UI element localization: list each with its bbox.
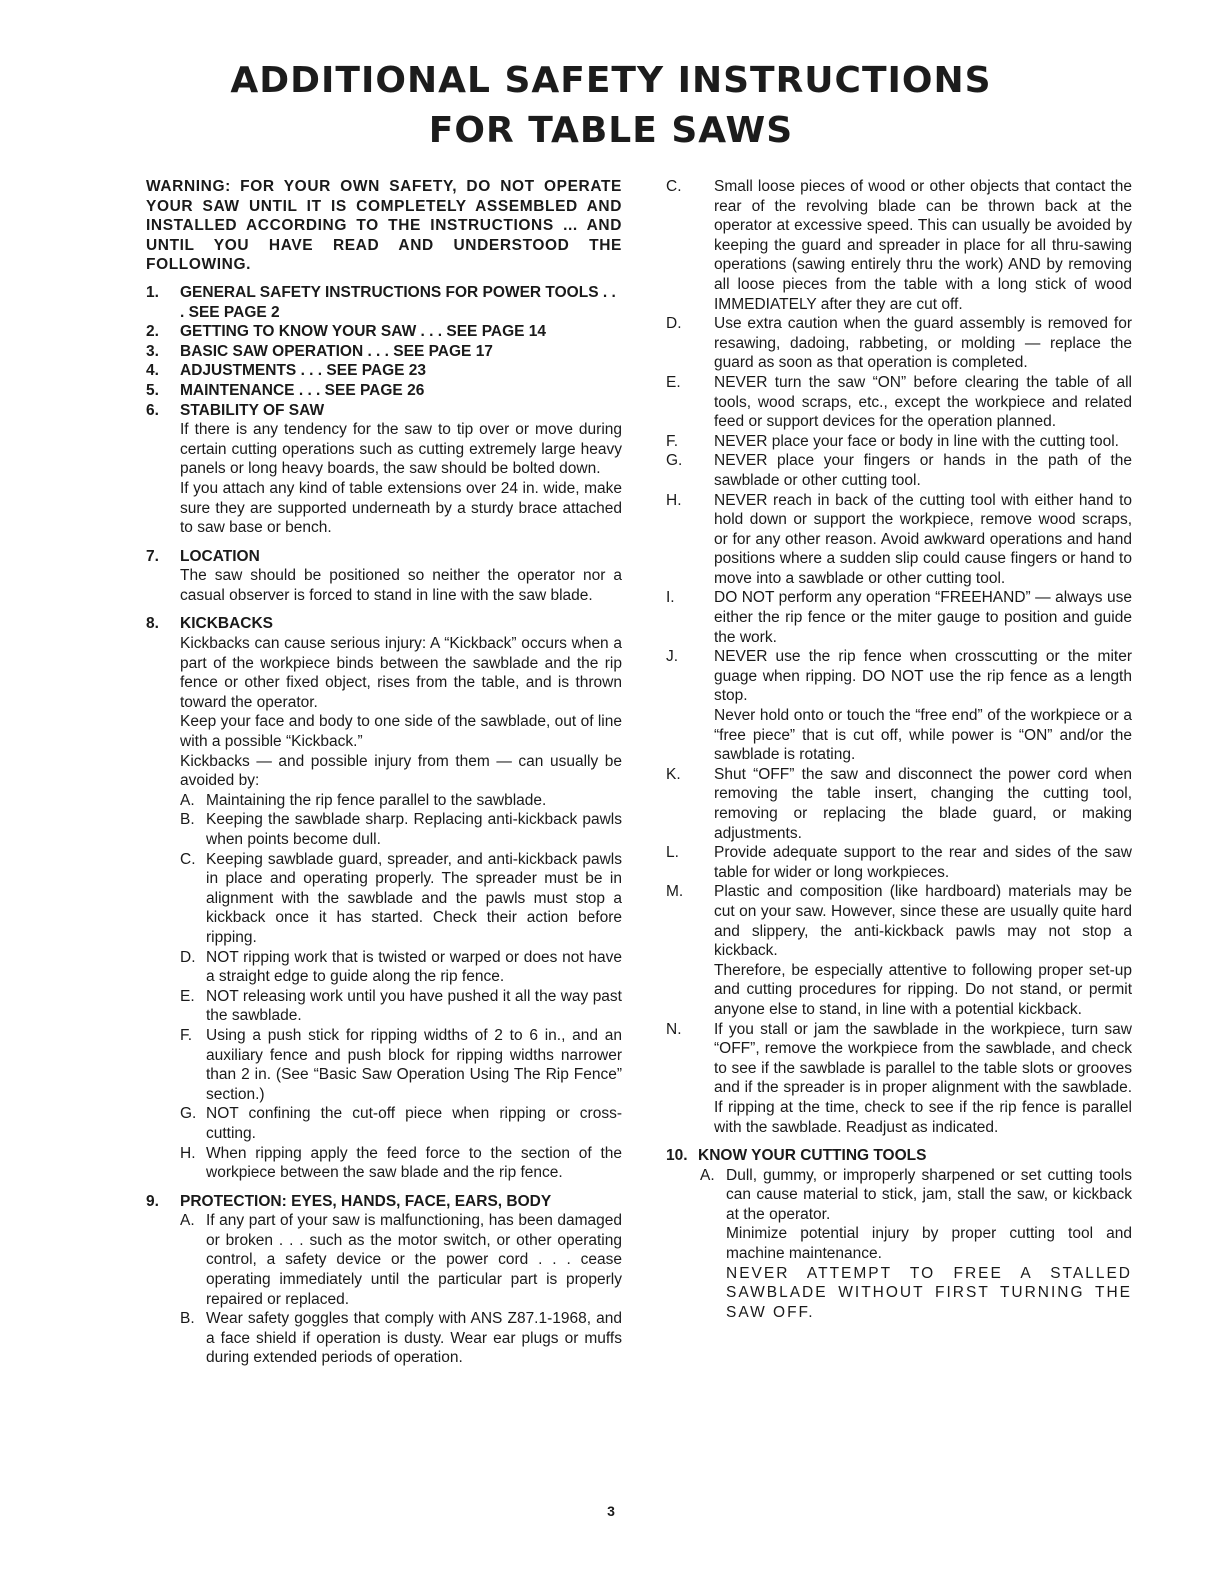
page-subtitle: FOR TABLE SAWS bbox=[428, 110, 794, 151]
kickbacks-paragraph: Kickbacks — and possible injury from them — can usually be avoided by: bbox=[180, 752, 622, 790]
list-item: A. If any part of your saw is malfunctioning, has been damaged or broken . . . such as the motor switch, or other operating control, a safety device or the power cord . . . cease operating immediately until the particular part is properly repaired or replaced. bbox=[180, 1212, 622, 1308]
left-column bbox=[146, 177, 622, 1368]
list-item: C. Small loose pieces of wood or other objects that contact the rear of the revolving blade can be thrown back at the operator at excessive speed. This can usually be avoided by keeping the guard and spreader in place for all thru-sawing operations (sawing entirely thru the work) AND by removing all loose pieces from the table with a long stick of wood IMMEDIATELY after they are cut off. bbox=[666, 178, 1132, 313]
list-item: D. Use extra caution when the guard assembly is removed for resawing, dadoing, rabbeting, or molding — replace the guard as soon as that operation is completed. bbox=[666, 315, 1132, 372]
list-item: N. If you stall or jam the sawblade in the workpiece, turn saw “OFF”, remove the workpiece from the sawblade, and check to see if the sawblade is parallel to the table slots or grooves and if the spreader is in proper alignment with the sawblade. If ripping at the time, check to see if the rip fence is parallel with the sawblade. Readjust as indicated. bbox=[666, 1020, 1132, 1136]
list-item: L. Provide adequate support to the rear and sides of the saw table for wider or long workpieces. bbox=[666, 844, 1132, 881]
location-paragraph: The saw should be positioned so neither the operator nor a casual observer is forced to stand in line with the saw blade. bbox=[180, 567, 622, 604]
list-item: E. NEVER turn the saw “ON” before clearing the table of all tools, wood scraps, etc., except the workpiece and related feed or support devices for the operation planned. bbox=[666, 373, 1132, 431]
section-heading-location: 7. LOCATION bbox=[146, 547, 260, 565]
stability-paragraph: If you attach any kind of table extensions over 24 in. wide, make sure they are supported underneath by a sturdy brace attached to saw base or bench. bbox=[180, 479, 622, 537]
list-item: 5. MAINTENANCE . . . SEE PAGE 26 bbox=[146, 381, 425, 399]
warning-text: WARNING: FOR YOUR OWN SAFETY, DO NOT OPERATE YOUR SAW UNTIL IT IS COMPLETELY ASSEMBLED AND INSTALLED ACCORDING TO THE INSTRUCTIONS ... AND UNTIL YOU HAVE READ AND UNDERSTOOD THE FOLLOWING. bbox=[146, 178, 622, 274]
list-item: I. DO NOT perform any operation “FREEHAND” — always use either the rip fence or the miter gauge to position and guide the work. bbox=[666, 589, 1132, 646]
list-item: M. Plastic and composition (like hardboard) materials may be cut on your saw. However, since these are usually quite hard and slippery, the anti-kickback pawls may not stop a kickback. Therefore, be especially attentive to following proper set-up and cutting procedures for ripping. Do not stand, or permit anyone else to stand, in line with a potential kickback. bbox=[666, 883, 1132, 1018]
list-item: D. NOT ripping work that is twisted or warped or does not have a straight edge to guide along the rip fence. bbox=[180, 948, 622, 986]
list-item: 2. GETTING TO KNOW YOUR SAW . . . SEE PAGE 14 bbox=[146, 323, 547, 341]
list-item: E. NOT releasing work until you have pushed it all the way past the sawblade. bbox=[180, 987, 622, 1025]
list-item: B. Wear safety goggles that comply with ANS Z87.1-1968, and a face shield if operation is dusty. Wear ear plugs or muffs during extended periods of operation. bbox=[180, 1310, 622, 1367]
page-title: ADDITIONAL SAFETY INSTRUCTIONS bbox=[230, 60, 992, 101]
list-item: F. Using a push stick for ripping widths of 2 to 6 in., and an auxiliary fence and push block for ripping widths narrower than 2 in. (See “Basic Saw Operation Using The Rip Fence” section.) bbox=[180, 1026, 622, 1103]
right-column bbox=[666, 177, 1132, 1322]
section-heading-stability: 6. STABILITY OF SAW bbox=[146, 401, 325, 419]
list-item: 4. ADJUSTMENTS . . . SEE PAGE 23 bbox=[146, 362, 427, 380]
list-item: A. Maintaining the rip fence parallel to the sawblade. bbox=[180, 791, 547, 809]
list-item: H. When ripping apply the feed force to the section of the workpiece between the saw blade and the rip fence. bbox=[180, 1144, 622, 1182]
list-item: K. Shut “OFF” the saw and disconnect the power cord when removing the table insert, changing the cutting tool, removing or replacing the blade guard, or making adjustments. bbox=[666, 765, 1132, 842]
list-item: G. NEVER place your fingers or hands in the path of the sawblade or other cutting tool. bbox=[666, 452, 1132, 489]
list-item: 3. BASIC SAW OPERATION . . . SEE PAGE 17 bbox=[146, 342, 493, 360]
list-item: J. NEVER use the rip fence when crosscutting or the miter guage when ripping. DO NOT use the rip fence as a length stop. Never hold onto or touch the “free end” of the workpiece or a “free piece” that is cut off, while power is “ON” and/or the sawblade is rotating. bbox=[666, 648, 1132, 764]
list-item: C. Keeping sawblade guard, spreader, and anti-kickback pawls in place and operating properly. The spreader must be in alignment with the sawblade and the pawls must stop a kickback once it has started. Check their action before ripping. bbox=[180, 850, 622, 946]
section-heading-protection: 9. PROTECTION: EYES, HANDS, FACE, EARS, BODY bbox=[146, 1192, 552, 1210]
section-heading-know-tools: 10. KNOW YOUR CUTTING TOOLS bbox=[666, 1147, 927, 1165]
list-item: 1. GENERAL SAFETY INSTRUCTIONS FOR POWER TOOLS . . . SEE PAGE 2 bbox=[146, 283, 616, 321]
section-heading-kickbacks: 8. KICKBACKS bbox=[146, 615, 273, 633]
list-item: F. NEVER place your face or body in line with the cutting tool. bbox=[666, 432, 1119, 450]
page-number: 3 bbox=[607, 1503, 615, 1519]
list-item: H. NEVER reach in back of the cutting tool with either hand to hold down or support the workpiece, remove wood scraps, or for any other reason. Avoid awkward operations and hand positions where a sudden slip could cause fingers or hand to move into a sawblade or other cutting tool. bbox=[666, 491, 1132, 587]
list-item: G. NOT confining the cut-off piece when ripping or cross-cutting. bbox=[180, 1105, 622, 1142]
list-item: B. Keeping the sawblade sharp. Replacing anti-kickback pawls when points become dull. bbox=[180, 811, 622, 848]
kickbacks-paragraph: Kickbacks can cause serious injury: A “Kickback” occurs when a part of the workpiece binds between the sawblade and the rip fence or other fixed object, rises from the table, and is thrown toward the operator. bbox=[180, 635, 622, 711]
stability-paragraph: If there is any tendency for the saw to tip over or move during certain cutting operations such as cutting extremely large heavy panels or long heavy boards, the saw should be bolted down. bbox=[180, 421, 622, 478]
kickbacks-paragraph: Keep your face and body to one side of the sawblade, out of line with a possible “Kickback.” bbox=[180, 713, 622, 751]
list-item: A. Dull, gummy, or improperly sharpened or set cutting tools can cause material to stick, jam, stall the saw, or kickback at the operator. Minimize potential injury by proper cutting tool and machine maintenance. NEVER ATTEMPT TO FREE A STALLED SAWBLADE WITHOUT FIRST TURNING THE SAW OFF. bbox=[700, 1166, 1132, 1321]
